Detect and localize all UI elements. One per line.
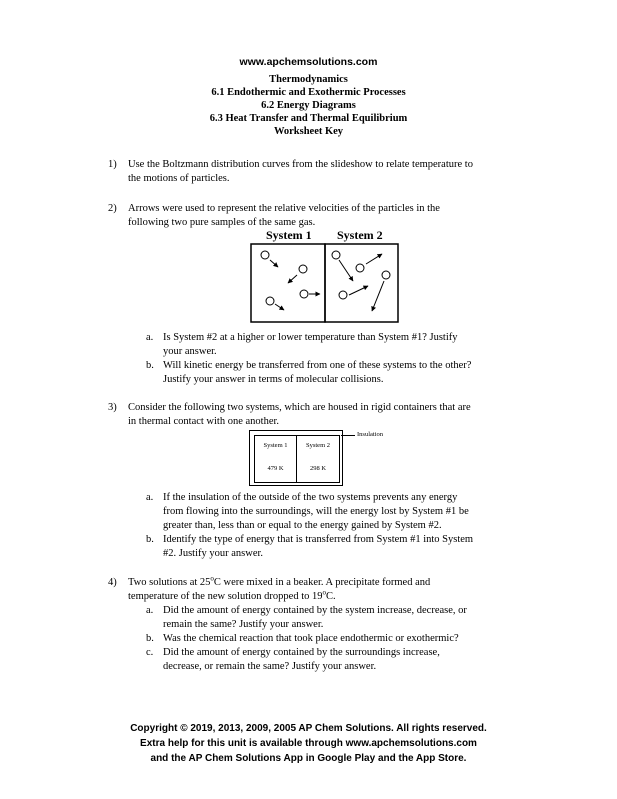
insulation-pointer [341, 435, 355, 436]
particle-diagram [250, 243, 400, 323]
q4b-label: b. [146, 633, 154, 644]
q4-line-1: Two solutions at 25$^o$C were mixed in a beaker. A precipitate formed and [128, 574, 431, 588]
q2a-line-2: your answer. [163, 346, 217, 357]
q2b-line-1: Will kinetic energy be transferred from one of these systems to the other? [163, 360, 472, 371]
q1-line-2: the motions of particles. [128, 173, 230, 184]
q3b-label: b. [146, 534, 154, 545]
footer-copyright: Copyright © 2019, 2013, 2009, 2005 AP Chem Solutions. All rights reserved. [130, 723, 487, 734]
site-url: www.apchemsolutions.com [239, 56, 378, 68]
q3a-line-1: If the insulation of the outside of the two systems prevents any energy [163, 492, 458, 503]
footer-app: and the AP Chem Solutions App in Google Play and the App Store. [150, 753, 467, 764]
section-6-3-title: 6.3 Heat Transfer and Thermal Equilibrium [209, 113, 408, 124]
system-2-label: System 2 [337, 228, 383, 242]
q2a-line-1: Is System #2 at a higher or lower temperature than System #1? Justify [163, 332, 458, 343]
q3-line-1: Consider the following two systems, which are housed in rigid containers that are [128, 402, 471, 413]
q3-line-2: in thermal contact with one another. [128, 416, 280, 427]
box-1-label: System 1 [263, 442, 288, 449]
q4b-line-1: Was the chemical reaction that took place endothermic or exothermic? [163, 633, 459, 644]
box-2-temperature: 298 K [309, 465, 327, 472]
insulated-container [249, 430, 343, 486]
system-2-particles [332, 251, 390, 311]
section-6-2-title: 6.2 Energy Diagrams [261, 100, 356, 111]
q4c-line-1: Did the amount of energy contained by the surroundings increase, [163, 647, 440, 658]
q3a-label: a. [146, 492, 154, 503]
q3a-line-3: greater than, less than or equal to the energy gained by System #2. [163, 520, 442, 531]
q1-number: 1) [108, 159, 117, 170]
section-6-1-title: 6.1 Endothermic and Exothermic Processes [211, 87, 406, 98]
q2b-label: b. [146, 360, 154, 371]
worksheet-key-label: Worksheet Key [273, 126, 344, 137]
q3b-line-2: #2. Justify your answer. [163, 548, 264, 559]
box-1-temperature: 479 K [267, 465, 284, 472]
q3-number: 3) [108, 402, 117, 413]
q2-line-1: Arrows were used to represent the relative velocities of the particles in the [128, 203, 440, 214]
system-1-label: System 1 [266, 228, 312, 242]
q2-number: 2) [108, 203, 117, 214]
inner-container [254, 435, 340, 483]
q3a-line-2: from flowing into the surroundings, will the energy lost by System #1 be [163, 506, 469, 517]
q4a-line-1: Did the amount of energy contained by the system increase, decrease, or [163, 605, 467, 616]
q2-line-2: following two pure samples of the same gas. [128, 217, 316, 228]
q4c-line-2: decrease, or remain the same? Justify your answer. [163, 661, 377, 672]
system-1-particles [261, 251, 320, 310]
box-2-label: System 2 [305, 442, 331, 449]
system-2-box [325, 244, 398, 322]
q3b-line-1: Identify the type of energy that is transferred from System #1 into System [163, 534, 474, 545]
q4a-line-2: remain the same? Justify your answer. [163, 619, 324, 630]
q4a-label: a. [146, 605, 154, 616]
worksheet-title: Thermodynamics [269, 74, 348, 85]
q4c-label: c. [146, 647, 154, 658]
q2a-label: a. [146, 332, 154, 343]
q4-number: 4) [108, 577, 117, 588]
footer-help: Extra help for this unit is available through www.apchemsolutions.com [140, 738, 477, 749]
q1-line-1: Use the Boltzmann distribution curves from the slideshow to relate temperature to [128, 159, 473, 170]
q4-line-2: temperature of the new solution dropped to 19$^o$C. [128, 588, 336, 602]
q2b-line-2: Justify your answer in terms of molecular collisions. [163, 374, 384, 385]
insulation-label: Insulation [357, 431, 383, 438]
